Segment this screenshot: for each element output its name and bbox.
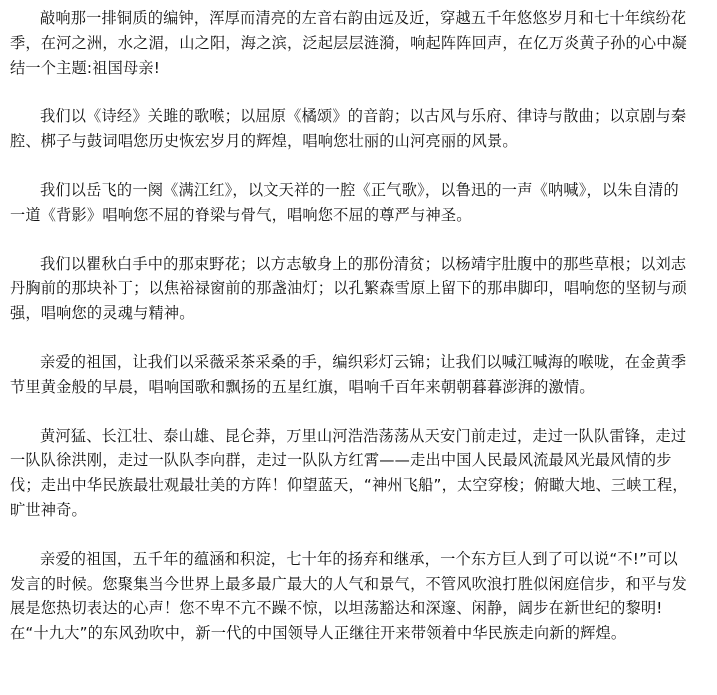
paragraph-6: 黄河猛、长江壮、泰山雄、昆仑莽，万里山河浩浩荡荡从天安门前走过，走过一队队雷锋，走过一队队徐洪刚，走过一队队李向群，走过一队队方红霄——走出中国人民最风流最风光最风情的步伐；走出中华民族最壮观最壮美的方阵！仰望蓝天，“神州飞船”，太空穿梭；俯瞰大地、三峡工程，旷世神奇。 (10, 426, 688, 519)
paragraph-5: 亲爱的祖国，让我们以采薇采茶采桑的手，编织彩灯云锦；让我们以喊江喊海的喉咙，在金黄季节里黄金般的早晨，唱响国歌和飘扬的五星红旗，唱响千百年来朝朝暮暮澎湃的激情。 (10, 352, 687, 396)
paragraph-1: 敲响那一排铜质的编钟，浑厚而清亮的左音右韵由远及近，穿越五千年悠悠岁月和七十年缤纷花季，在河之洲，水之湄，山之阳，海之滨，泛起层层涟漪，响起阵阵回声，在亿万炎黄子孙的心中凝结一个主题:祖国母亲! (10, 9, 688, 77)
article-body (0, 6, 717, 670)
paragraph-2: 我们以《诗经》关雎的歌喉；以屈原《橘颂》的音韵；以古风与乐府、律诗与散曲；以京剧与秦腔、梆子与鼓词唱您历史恢宏岁月的辉煌，唱响您壮丽的山河亮丽的风景。 (10, 107, 687, 151)
paragraph-3: 我们以岳飞的一阕《满江红》，以文天祥的一腔《正气歌》，以鲁迅的一声《呐喊》，以朱自清的一道《背影》唱响您不屈的脊梁与骨气，唱响您不屈的尊严与神圣。 (10, 180, 679, 224)
paragraph-4: 我们以瞿秋白手中的那束野花；以方志敏身上的那份清贫；以杨靖宇肚腹中的那些草根；以刘志丹胸前的那块补丁；以焦裕禄窗前的那盏油灯；以孔繁森雪原上留下的那串脚印，唱响您的坚韧与顽强，唱响您的灵魂与精神。 (10, 254, 688, 323)
paragraph-7: 亲爱的祖国，五千年的蕴涵和积淀，七十年的扬弃和继承，一个东方巨人到了可以说“不!”可以发言的时候。您聚集当今世界上最多最广最大的人气和景气，不管风吹浪打胜似闲庭信步，和平与发展是您热切表达的心声！您不卑不亢不躁不惊，以坦荡豁达和深邃、闲静，阔步在新世纪的黎明!在“十九大”的东风劲吹中，新一代的中国领导人正继往开来带领着中华民族走向新的辉煌。 (10, 549, 688, 643)
